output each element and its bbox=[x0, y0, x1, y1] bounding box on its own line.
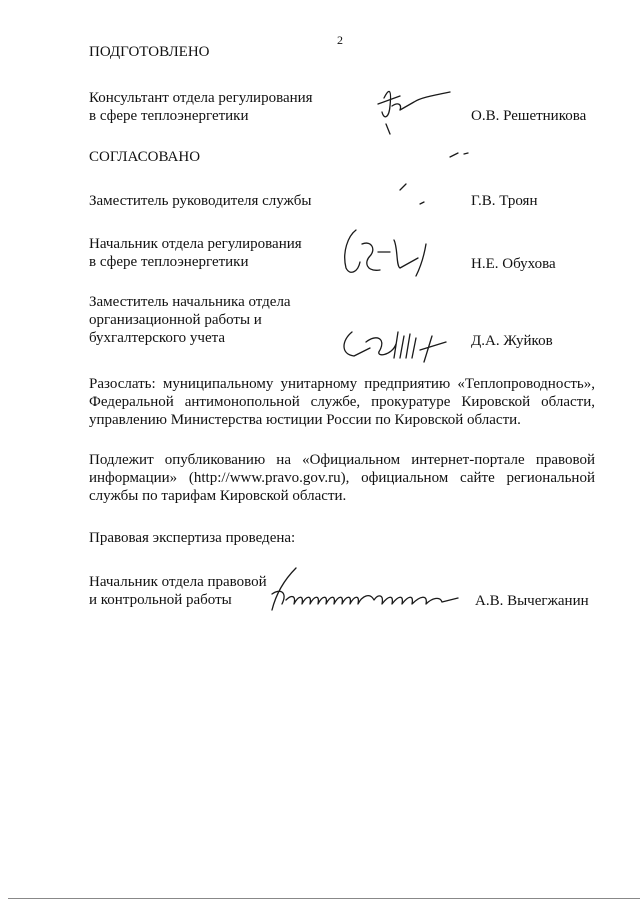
signer-3-role bbox=[89, 293, 349, 347]
page-bottom-edge bbox=[8, 898, 640, 899]
signer-role-line: Заместитель начальника отдела bbox=[89, 294, 291, 310]
prepared-role-line: в сфере теплоэнергетики bbox=[89, 108, 249, 124]
ink-mark bbox=[446, 150, 472, 160]
legal-review-statement: Правовая экспертиза проведена: bbox=[89, 530, 296, 546]
agreed-heading: СОГЛАСОВАНО bbox=[89, 149, 201, 165]
legal-review-role-line: и контрольной работы bbox=[89, 592, 232, 608]
page-number: 2 bbox=[337, 33, 343, 47]
signer-role-line: организационной работы и bbox=[89, 312, 262, 328]
signature-reshetnikova bbox=[370, 76, 455, 138]
signer-role-line: в сфере теплоэнергетики bbox=[89, 254, 249, 270]
signature-obukhova bbox=[336, 222, 436, 280]
signer-1-role bbox=[89, 192, 349, 210]
signer-role-line: бухгалтерского учета bbox=[89, 330, 226, 346]
signature-troyan bbox=[392, 180, 442, 210]
signer-1-name: Г.В. Троян bbox=[471, 193, 538, 209]
publication-paragraph: Подлежит опубликованию на «Официальном интернет-портале правовой информации» (http://www.pravo.gov.ru), официальном сайте региональной службы по тарифам Кировской области. bbox=[89, 452, 595, 504]
prepared-name: О.В. Решетникова bbox=[471, 108, 587, 124]
prepared-role bbox=[89, 89, 349, 125]
signer-3-name: Д.А. Жуйков bbox=[471, 333, 553, 349]
signer-role-line: Заместитель руководителя службы bbox=[89, 193, 312, 209]
signer-2-role bbox=[89, 235, 349, 271]
signature-zhuikov bbox=[336, 318, 456, 364]
signer-role-line: Начальник отдела регулирования bbox=[89, 236, 302, 252]
prepared-role-line: Консультант отдела регулирования bbox=[89, 90, 313, 106]
legal-review-name: А.В. Вычегжанин bbox=[475, 593, 589, 609]
signer-2-name: Н.Е. Обухова bbox=[471, 256, 556, 272]
prepared-heading: ПОДГОТОВЛЕНО bbox=[89, 44, 210, 60]
signature-vychegzhanin bbox=[262, 564, 462, 616]
legal-review-role-line: Начальник отдела правовой bbox=[89, 574, 267, 590]
distribution-paragraph: Разослать: муниципальному унитарному предприятию «Теплопроводность», Федеральной антимонопольной службе, прокуратуре Кировской области, управлению Министерства юстиции России по Кировской области. bbox=[89, 376, 595, 428]
